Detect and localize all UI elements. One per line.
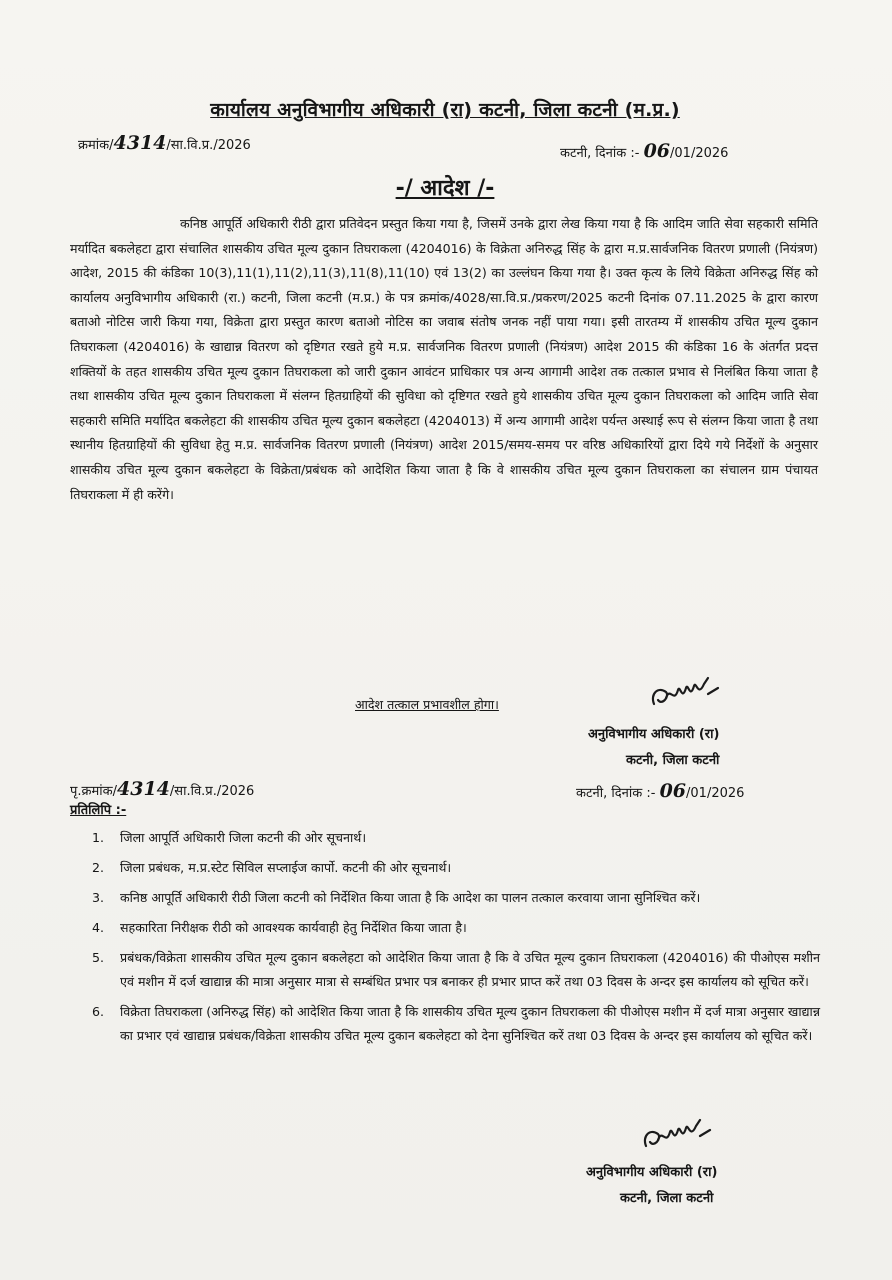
list-item (92, 946, 820, 994)
copy-to-heading: प्रतिलिपि :- (70, 803, 127, 818)
endorse-date-rest: /01/2026 (686, 786, 745, 801)
signature-mark (648, 676, 726, 714)
signature-mark (640, 1118, 718, 1156)
endorse-ref-suffix: /सा.वि.प्र./2026 (169, 784, 255, 799)
list-item (92, 826, 820, 850)
order-date (560, 140, 728, 162)
effect-line: आदेश तत्काल प्रभावशील होगा। (355, 697, 499, 712)
endorse-date-label: कटनी, दिनांक :- (576, 786, 656, 801)
list-item (92, 916, 820, 940)
list-item-number: 5. (92, 950, 105, 965)
list-item (92, 856, 820, 880)
signatory-designation: अनुविभागीय अधिकारी (रा) (588, 727, 720, 742)
list-item-number: 2. (92, 860, 105, 875)
list-item-number: 4. (92, 920, 105, 935)
list-item-text: विक्रेता तिघराकला (अनिरुद्ध सिंह) को आदेशित किया जाता है कि शासकीय उचित मूल्य दुकान तिघराकला की पीओएस मशीन में दर्ज मात्रा अनुसार खाद्यान्न का प्रभार एवं खाद्यान्न प्रबंधक/विक्रेता शासकीय उचित मूल्य दुकान बकलेहटा को देना सुनिश्चित करें तथा 03 दिवस के अन्दर इस कार्यालय को सूचित करें। (120, 1004, 820, 1043)
endorse-ref-number: 4314 (117, 778, 170, 800)
list-item-text: जिला आपूर्ति अधिकारी जिला कटनी की ओर सूचनार्थ। (120, 830, 367, 845)
endorse-ref-prefix: पृ.क्रमांक/ (70, 784, 118, 799)
list-item-number: 6. (92, 1004, 105, 1019)
list-item (92, 1000, 820, 1048)
place-date-label: कटनी, दिनांक :- (560, 146, 640, 161)
date-day: 06 (643, 140, 671, 162)
list-item-text: प्रबंधक/विक्रेता शासकीय उचित मूल्य दुकान बकलेहटा को आदेशित किया जाता है कि वे उचित मूल्य दुकान तिघराकला (4204016) की पीओएस मशीन एवं मशीन में दर्ज खाद्यान्न की मात्रा अनुसार मात्रा से सम्बंधित प्रभार पत्र बनाकर ही प्रभार प्राप्त करें तथा 03 दिवस के अन्दर इस कार्यालय को सूचित करें। (120, 950, 820, 989)
list-item-text: सहकारिता निरीक्षक रीठी को आवश्यक कार्यवाही हेतु निर्देशित किया जाता है। (120, 920, 467, 935)
endorse-signatory-designation: अनुविभागीय अधिकारी (रा) (586, 1165, 718, 1180)
endorse-signatory-location: कटनी, जिला कटनी (620, 1191, 714, 1206)
date-rest: /01/2026 (670, 146, 729, 161)
ref-suffix: /सा.वि.प्र./2026 (166, 138, 251, 153)
ref-prefix: क्रमांक/ (78, 138, 114, 153)
list-item (92, 886, 820, 910)
endorsement-date (576, 780, 744, 802)
order-title: -/ आदेश /- (395, 176, 495, 201)
endorse-date-day: 06 (659, 780, 687, 802)
office-title: कार्यालय अनुविभागीय अधिकारी (रा) कटनी, जिला कटनी (म.प्र.) (210, 99, 680, 121)
list-item-number: 3. (92, 890, 105, 905)
ref-number: 4314 (113, 132, 167, 154)
order-body: कनिष्ठ आपूर्ति अधिकारी रीठी द्वारा प्रतिवेदन प्रस्तुत किया गया है, जिसमें उनके द्वारा लेख किया गया है कि आदिम जाति सेवा सहकारी समिति मर्यादित बकलेहटा द्वारा संचालित शासकीय उचित मूल्य दुकान तिघराकला (4204016) के विक्रेता अनिरुद्ध सिंह के द्वारा म.प्र.सार्वजनिक वितरण प्रणाली (नियंत्रण) आदेश, 2015 की कंडिका 10(3),11(1),11(2),11(3),11(8),11(10) एवं 13(2) का उल्लंघन किया गया है। उक्त कृत्य के लिये विक्रेता अनिरुद्ध सिंह को कार्यालय अनुविभागीय अधिकारी (रा.) कटनी, जिला कटनी (म.प्र.) के पत्र क्रमांक/4028/सा.वि.प्र./प्रकरण/2025 कटनी दिनांक 07.11.2025 के द्वारा कारण बताओ नोटिस जारी किया गया, विक्रेता द्वारा प्रस्तुत कारण बताओ नोटिस का जवाब संतोष जनक नहीं पाया गया। इसी तारतम्य में शासकीय उचित मूल्य दुकान तिघराकला (4204016) के खाद्यान्न वितरण को दृष्टिगत रखते हुये म.प्र. सार्वजनिक वितरण प्रणाली (नियंत्रण) आदेश 2015 की कंडिका 16 के अंतर्गत प्रदत्त शक्तियों के तहत शासकीय उचित मूल्य दुकान तिघराकला को जारी दुकान आवंटन प्राधिकार पत्र अन्य आगामी आदेश तक तत्काल प्रभाव से निलंबित किया जाता है तथा शासकीय उचित मूल्य दुकान तिघराकला में संलग्न हितग्राहियों की सुविधा को दृष्टिगत रखते हुये शासकीय उचित मूल्य दुकान तिघराकला को आदिम जाति सेवा सहकारी समिति मर्यादित बकलेहटा की शासकीय उचित मूल्य दुकान बकलेहटा (4204013) में अन्य आगामी आदेश पर्यन्त अस्थाई रूप से संलग्न किया जाता है तथा स्थानीय हितग्राहियों की सुविधा हेतु म.प्र. सार्वजनिक वितरण प्रणाली (नियंत्रण) आदेश 2015/समय-समय पर वरिष्ठ अधिकारियों द्वारा दिये गये निर्देशों के अनुसार शासकीय उचित मूल्य दुकान बकलेहटा के विक्रेता/प्रबंधक को आदेशित किया जाता है कि वे शासकीय उचित मूल्य दुकान तिघराकला का संचालन ग्राम पंचायत तिघराकला में ही करेंगे। (70, 216, 818, 502)
list-item-text: कनिष्ठ आपूर्ति अधिकारी रीठी जिला कटनी को निर्देशित किया जाता है कि आदेश का पालन तत्काल करवाया जाना सुनिश्चित करें। (120, 890, 701, 905)
list-item-text: जिला प्रबंधक, म.प्र.स्टेट सिविल सप्लाईज कार्पो. कटनी की ओर सूचनार्थ। (120, 860, 452, 875)
copy-to-list (92, 826, 820, 1054)
signatory-location: कटनी, जिला कटनी (626, 753, 720, 768)
list-item-number: 1. (92, 830, 105, 845)
order-reference (78, 132, 251, 154)
endorsement-reference (70, 778, 254, 800)
